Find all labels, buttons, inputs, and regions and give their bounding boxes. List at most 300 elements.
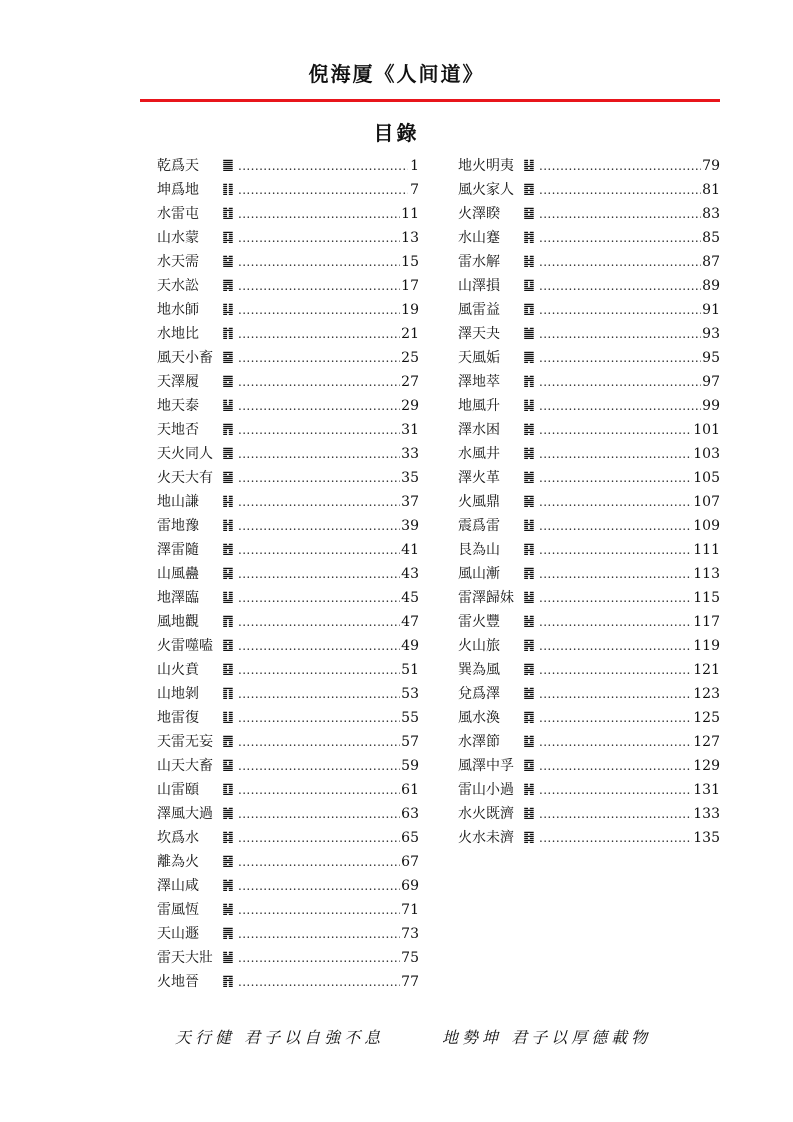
entry-page-number: 65 <box>401 830 419 846</box>
entry-name: 地澤臨 <box>157 590 199 606</box>
entry-name: 水天需 <box>157 254 199 270</box>
dot-leader <box>539 802 692 826</box>
toc-entry[interactable] <box>458 826 720 850</box>
toc-entry[interactable] <box>458 226 720 250</box>
entry-name: 震爲雷 <box>458 518 500 534</box>
entry-page-number: 59 <box>401 758 419 774</box>
dot-leader <box>238 466 400 490</box>
entry-page-number: 119 <box>693 638 720 654</box>
entry-page-number: 27 <box>401 374 419 390</box>
entry-name: 風山漸 <box>458 566 500 582</box>
entry-page-number: 127 <box>693 734 720 750</box>
toc-entry[interactable] <box>458 442 720 466</box>
dot-leader <box>539 418 692 442</box>
header-divider <box>140 99 720 102</box>
entry-name: 巽為風 <box>458 662 500 678</box>
toc-entry[interactable] <box>458 466 720 490</box>
entry-page-number: 31 <box>401 422 419 438</box>
hexagram-icon: ䷹ <box>523 686 535 701</box>
toc-entry[interactable] <box>157 682 419 706</box>
dot-leader <box>238 754 400 778</box>
entry-name: 風火家人 <box>458 182 514 198</box>
entry-page-number: 95 <box>702 350 720 366</box>
toc-entry[interactable] <box>458 778 720 802</box>
dot-leader <box>238 610 400 634</box>
entry-name: 水雷屯 <box>157 206 199 222</box>
entry-name: 地火明夷 <box>458 158 514 174</box>
entry-name: 天山遯 <box>157 926 199 942</box>
toc-entry[interactable] <box>157 898 419 922</box>
hexagram-icon: ䷄ <box>222 254 234 269</box>
dot-leader <box>539 706 692 730</box>
toc-entry[interactable] <box>458 322 720 346</box>
hexagram-icon: ䷝ <box>222 854 234 869</box>
dot-leader <box>238 346 400 370</box>
dot-leader <box>539 778 692 802</box>
toc-entry[interactable] <box>458 250 720 274</box>
dot-leader <box>238 802 400 826</box>
dot-leader <box>238 538 400 562</box>
hexagram-icon: ䷷ <box>523 638 535 653</box>
entry-page-number: 13 <box>401 230 419 246</box>
hexagram-icon: ䷘ <box>222 734 234 749</box>
toc-entry[interactable] <box>157 610 419 634</box>
dot-leader <box>238 370 400 394</box>
dot-leader <box>238 394 400 418</box>
hexagram-icon: ䷏ <box>222 518 234 533</box>
entry-name: 澤雷隨 <box>157 542 199 558</box>
toc-entry[interactable] <box>458 178 720 202</box>
entry-page-number: 105 <box>693 470 720 486</box>
toc-entry[interactable] <box>157 778 419 802</box>
dot-leader <box>238 298 400 322</box>
entry-name: 天澤履 <box>157 374 199 390</box>
hexagram-icon: ䷻ <box>523 734 535 749</box>
toc-entry[interactable] <box>157 874 419 898</box>
hexagram-icon: ䷭ <box>523 398 535 413</box>
entry-page-number: 75 <box>401 950 419 966</box>
toc-entry[interactable] <box>458 658 720 682</box>
entry-name: 水地比 <box>157 326 199 342</box>
entry-page-number: 43 <box>401 566 419 582</box>
dot-leader <box>238 418 400 442</box>
toc-entry[interactable] <box>458 586 720 610</box>
entry-page-number: 37 <box>401 494 419 510</box>
entry-page-number: 97 <box>702 374 720 390</box>
hexagram-icon: ䷴ <box>523 566 535 581</box>
dot-leader <box>238 826 400 850</box>
toc-entry[interactable] <box>157 226 419 250</box>
entry-page-number: 41 <box>401 542 419 558</box>
hexagram-icon: ䷫ <box>523 350 535 365</box>
entry-page-number: 85 <box>702 230 720 246</box>
toc-entry[interactable] <box>157 370 419 394</box>
toc-entry[interactable] <box>157 730 419 754</box>
hexagram-icon: ䷍ <box>222 470 234 485</box>
entry-page-number: 61 <box>401 782 419 798</box>
hexagram-icon: ䷱ <box>523 494 535 509</box>
entry-page-number: 45 <box>401 590 419 606</box>
dot-leader <box>238 922 400 946</box>
hexagram-icon: ䷙ <box>222 758 234 773</box>
toc-entry[interactable] <box>157 850 419 874</box>
hexagram-icon: ䷀ <box>222 158 234 173</box>
entry-name: 雷火豐 <box>458 614 500 630</box>
toc-entry[interactable] <box>157 514 419 538</box>
dot-leader <box>539 514 692 538</box>
dot-leader <box>539 610 692 634</box>
entry-page-number: 69 <box>401 878 419 894</box>
toc-heading: 目錄 <box>373 121 420 145</box>
dot-leader <box>238 514 400 538</box>
toc-entry[interactable] <box>458 610 720 634</box>
dot-leader <box>238 946 400 970</box>
entry-name: 火風鼎 <box>458 494 500 510</box>
hexagram-icon: ䷜ <box>222 830 234 845</box>
entry-name: 風天小畜 <box>157 350 213 366</box>
toc-entry[interactable] <box>458 634 720 658</box>
hexagram-icon: ䷥ <box>523 206 535 221</box>
toc-entry[interactable] <box>157 250 419 274</box>
dot-leader <box>539 466 692 490</box>
entry-page-number: 113 <box>693 566 720 582</box>
dot-leader <box>238 706 400 730</box>
hexagram-icon: ䷅ <box>222 278 234 293</box>
toc-entry[interactable] <box>157 538 419 562</box>
toc-entry[interactable] <box>157 442 419 466</box>
entry-page-number: 123 <box>693 686 720 702</box>
hexagram-icon: ䷔ <box>222 638 234 653</box>
dot-leader <box>539 274 701 298</box>
toc-entry[interactable] <box>157 466 419 490</box>
entry-page-number: 21 <box>401 326 419 342</box>
entry-page-number: 115 <box>693 590 720 606</box>
entry-name: 澤火革 <box>458 470 500 486</box>
entry-page-number: 57 <box>401 734 419 750</box>
entry-name: 離為火 <box>157 854 199 870</box>
dot-leader <box>539 634 692 658</box>
entry-name: 水風井 <box>458 446 500 462</box>
entry-name: 風水渙 <box>458 710 500 726</box>
hexagram-icon: ䷶ <box>523 614 535 629</box>
hexagram-icon: ䷇ <box>222 326 234 341</box>
entry-name: 地山謙 <box>157 494 199 510</box>
toc-entry[interactable] <box>458 490 720 514</box>
toc-entry[interactable] <box>157 970 419 994</box>
entry-name: 天火同人 <box>157 446 213 462</box>
dot-leader <box>238 970 400 994</box>
entry-name: 天風姤 <box>458 350 500 366</box>
entry-name: 天雷无妄 <box>157 734 213 750</box>
hexagram-icon: ䷺ <box>523 710 535 725</box>
toc-entry[interactable] <box>458 154 720 178</box>
dot-leader <box>539 250 701 274</box>
toc-entry[interactable] <box>157 946 419 970</box>
hexagram-icon: ䷰ <box>523 470 535 485</box>
dot-leader <box>238 226 400 250</box>
hexagram-icon: ䷆ <box>222 302 234 317</box>
hexagram-icon: ䷪ <box>523 326 535 341</box>
toc-entry[interactable] <box>157 802 419 826</box>
entry-page-number: 29 <box>401 398 419 414</box>
hexagram-icon: ䷳ <box>523 542 535 557</box>
page-title: 倪海厦《人间道》 <box>308 62 485 86</box>
entry-page-number: 55 <box>401 710 419 726</box>
entry-name: 山地剝 <box>157 686 199 702</box>
toc-entry[interactable] <box>157 418 419 442</box>
toc-entry[interactable] <box>157 658 419 682</box>
entry-page-number: 53 <box>401 686 419 702</box>
hexagram-icon: ䷦ <box>523 230 535 245</box>
toc-entry[interactable] <box>458 802 720 826</box>
entry-page-number: 101 <box>693 422 720 438</box>
entry-name: 火澤睽 <box>458 206 500 222</box>
entry-page-number: 49 <box>401 638 419 654</box>
toc-entry[interactable] <box>157 154 419 178</box>
toc-entry[interactable] <box>157 754 419 778</box>
toc-entry[interactable] <box>458 346 720 370</box>
hexagram-icon: ䷯ <box>523 446 535 461</box>
entry-page-number: 131 <box>693 782 720 798</box>
entry-name: 天地否 <box>157 422 199 438</box>
toc-entry[interactable] <box>458 706 720 730</box>
hexagram-icon: ䷬ <box>523 374 535 389</box>
hexagram-icon: ䷞ <box>222 878 234 893</box>
entry-name: 澤山咸 <box>157 878 199 894</box>
dot-leader <box>238 154 408 178</box>
toc-entry[interactable] <box>458 730 720 754</box>
dot-leader <box>539 658 692 682</box>
entry-name: 山天大畜 <box>157 758 213 774</box>
entry-page-number: 77 <box>401 974 419 990</box>
entry-page-number: 73 <box>401 926 419 942</box>
entry-page-number: 91 <box>702 302 720 318</box>
hexagram-icon: ䷨ <box>523 278 535 293</box>
dot-leader <box>238 202 400 226</box>
entry-name: 水澤節 <box>458 734 500 750</box>
entry-name: 兌爲澤 <box>458 686 500 702</box>
dot-leader <box>539 730 692 754</box>
entry-page-number: 35 <box>401 470 419 486</box>
entry-page-number: 7 <box>410 182 419 198</box>
toc-entry[interactable] <box>157 562 419 586</box>
entry-page-number: 71 <box>401 902 419 918</box>
toc-entry[interactable] <box>157 346 419 370</box>
toc-entry[interactable] <box>458 682 720 706</box>
dot-leader <box>539 682 692 706</box>
entry-name: 水火既濟 <box>458 806 514 822</box>
toc-entry[interactable] <box>157 202 419 226</box>
dot-leader <box>539 226 701 250</box>
entry-page-number: 67 <box>401 854 419 870</box>
entry-name: 澤天夬 <box>458 326 500 342</box>
entry-name: 火地晉 <box>157 974 199 990</box>
entry-page-number: 103 <box>693 446 720 462</box>
hexagram-icon: ䷚ <box>222 782 234 797</box>
entry-page-number: 107 <box>693 494 720 510</box>
hexagram-icon: ䷐ <box>222 542 234 557</box>
entry-name: 水山蹇 <box>458 230 500 246</box>
entry-page-number: 1 <box>410 158 419 174</box>
dot-leader <box>238 490 400 514</box>
dot-leader <box>238 898 400 922</box>
hexagram-icon: ䷤ <box>523 182 535 197</box>
entry-name: 坎爲水 <box>157 830 199 846</box>
hexagram-icon: ䷕ <box>222 662 234 677</box>
entry-name: 雷天大壯 <box>157 950 213 966</box>
toc-column-left <box>157 154 419 994</box>
toc-entry[interactable] <box>458 298 720 322</box>
entry-page-number: 135 <box>693 830 720 846</box>
hexagram-icon: ䷲ <box>523 518 535 533</box>
hexagram-icon: ䷖ <box>222 686 234 701</box>
dot-leader <box>539 586 692 610</box>
footer-motto-left: 天行健 君子以自強不息 <box>175 1028 385 1047</box>
dot-leader <box>238 682 400 706</box>
entry-page-number: 87 <box>702 254 720 270</box>
hexagram-icon: ䷡ <box>222 950 234 965</box>
entry-name: 雷風恆 <box>157 902 199 918</box>
hexagram-icon: ䷿ <box>523 830 535 845</box>
toc-entry[interactable] <box>458 538 720 562</box>
entry-name: 地雷復 <box>157 710 199 726</box>
entry-name: 雷水解 <box>458 254 500 270</box>
entry-name: 火天大有 <box>157 470 213 486</box>
toc-entry[interactable] <box>458 394 720 418</box>
hexagram-icon: ䷾ <box>523 806 535 821</box>
hexagram-icon: ䷣ <box>523 158 535 173</box>
hexagram-icon: ䷋ <box>222 422 234 437</box>
entry-name: 風澤中孚 <box>458 758 514 774</box>
dot-leader <box>539 754 692 778</box>
entry-page-number: 111 <box>693 542 720 558</box>
entry-page-number: 15 <box>401 254 419 270</box>
entry-name: 艮為山 <box>458 542 500 558</box>
hexagram-icon: ䷧ <box>523 254 535 269</box>
toc-entry[interactable] <box>458 418 720 442</box>
entry-name: 火水未濟 <box>458 830 514 846</box>
toc-entry[interactable] <box>157 298 419 322</box>
entry-page-number: 129 <box>693 758 720 774</box>
hexagram-icon: ䷟ <box>222 902 234 917</box>
hexagram-icon: ䷼ <box>523 758 535 773</box>
entry-page-number: 125 <box>693 710 720 726</box>
hexagram-icon: ䷃ <box>222 230 234 245</box>
dot-leader <box>238 178 408 202</box>
entry-page-number: 109 <box>693 518 720 534</box>
entry-name: 天水訟 <box>157 278 199 294</box>
toc-entry[interactable] <box>458 562 720 586</box>
toc-entry[interactable] <box>458 754 720 778</box>
entry-page-number: 51 <box>401 662 419 678</box>
entry-page-number: 121 <box>693 662 720 678</box>
hexagram-icon: ䷵ <box>523 590 535 605</box>
entry-page-number: 93 <box>702 326 720 342</box>
toc-entry[interactable] <box>157 706 419 730</box>
toc-entry[interactable] <box>458 202 720 226</box>
entry-page-number: 79 <box>702 158 720 174</box>
dot-leader <box>539 370 701 394</box>
hexagram-icon: ䷊ <box>222 398 234 413</box>
hexagram-icon: ䷌ <box>222 446 234 461</box>
hexagram-icon: ䷓ <box>222 614 234 629</box>
hexagram-icon: ䷩ <box>523 302 535 317</box>
dot-leader <box>539 202 701 226</box>
entry-page-number: 81 <box>702 182 720 198</box>
dot-leader <box>238 778 400 802</box>
dot-leader <box>539 178 701 202</box>
entry-name: 山澤損 <box>458 278 500 294</box>
entry-name: 山風蠱 <box>157 566 199 582</box>
entry-name: 地風升 <box>458 398 500 414</box>
hexagram-icon: ䷈ <box>222 350 234 365</box>
dot-leader <box>238 658 400 682</box>
entry-page-number: 133 <box>693 806 720 822</box>
dot-leader <box>539 562 692 586</box>
toc-entry[interactable] <box>157 586 419 610</box>
toc-entry[interactable] <box>458 274 720 298</box>
entry-name: 風地觀 <box>157 614 199 630</box>
toc-entry[interactable] <box>157 826 419 850</box>
hexagram-icon: ䷸ <box>523 662 535 677</box>
dot-leader <box>238 730 400 754</box>
entry-name: 坤爲地 <box>157 182 199 198</box>
entry-name: 火雷噬嗑 <box>157 638 213 654</box>
hexagram-icon: ䷮ <box>523 422 535 437</box>
entry-name: 風雷益 <box>458 302 500 318</box>
toc-entry[interactable] <box>157 922 419 946</box>
hexagram-icon: ䷒ <box>222 590 234 605</box>
entry-name: 澤風大過 <box>157 806 213 822</box>
entry-name: 地天泰 <box>157 398 199 414</box>
entry-name: 雷山小過 <box>458 782 514 798</box>
dot-leader <box>238 442 400 466</box>
entry-name: 山水蒙 <box>157 230 199 246</box>
toc-entry[interactable] <box>458 514 720 538</box>
toc-entry[interactable] <box>157 322 419 346</box>
dot-leader <box>539 154 701 178</box>
toc-entry[interactable] <box>157 178 419 202</box>
hexagram-icon: ䷠ <box>222 926 234 941</box>
entry-page-number: 99 <box>702 398 720 414</box>
entry-page-number: 39 <box>401 518 419 534</box>
entry-name: 澤地萃 <box>458 374 500 390</box>
entry-page-number: 63 <box>401 806 419 822</box>
dot-leader <box>539 490 692 514</box>
entry-page-number: 17 <box>401 278 419 294</box>
hexagram-icon: ䷁ <box>222 182 234 197</box>
entry-name: 乾爲天 <box>157 158 199 174</box>
toc-entry[interactable] <box>157 394 419 418</box>
dot-leader <box>539 346 701 370</box>
entry-name: 雷地豫 <box>157 518 199 534</box>
hexagram-icon: ䷛ <box>222 806 234 821</box>
hexagram-icon: ䷂ <box>222 206 234 221</box>
hexagram-icon: ䷉ <box>222 374 234 389</box>
hexagram-icon: ䷎ <box>222 494 234 509</box>
dot-leader <box>539 538 692 562</box>
footer-motto-right: 地勢坤 君子以厚德載物 <box>442 1028 652 1047</box>
dot-leader <box>238 250 400 274</box>
dot-leader <box>238 850 400 874</box>
toc-entry[interactable] <box>157 274 419 298</box>
toc-entry[interactable] <box>157 490 419 514</box>
toc-entry[interactable] <box>157 634 419 658</box>
dot-leader <box>238 874 400 898</box>
toc-entry[interactable] <box>458 370 720 394</box>
dot-leader <box>539 394 701 418</box>
dot-leader <box>539 322 701 346</box>
